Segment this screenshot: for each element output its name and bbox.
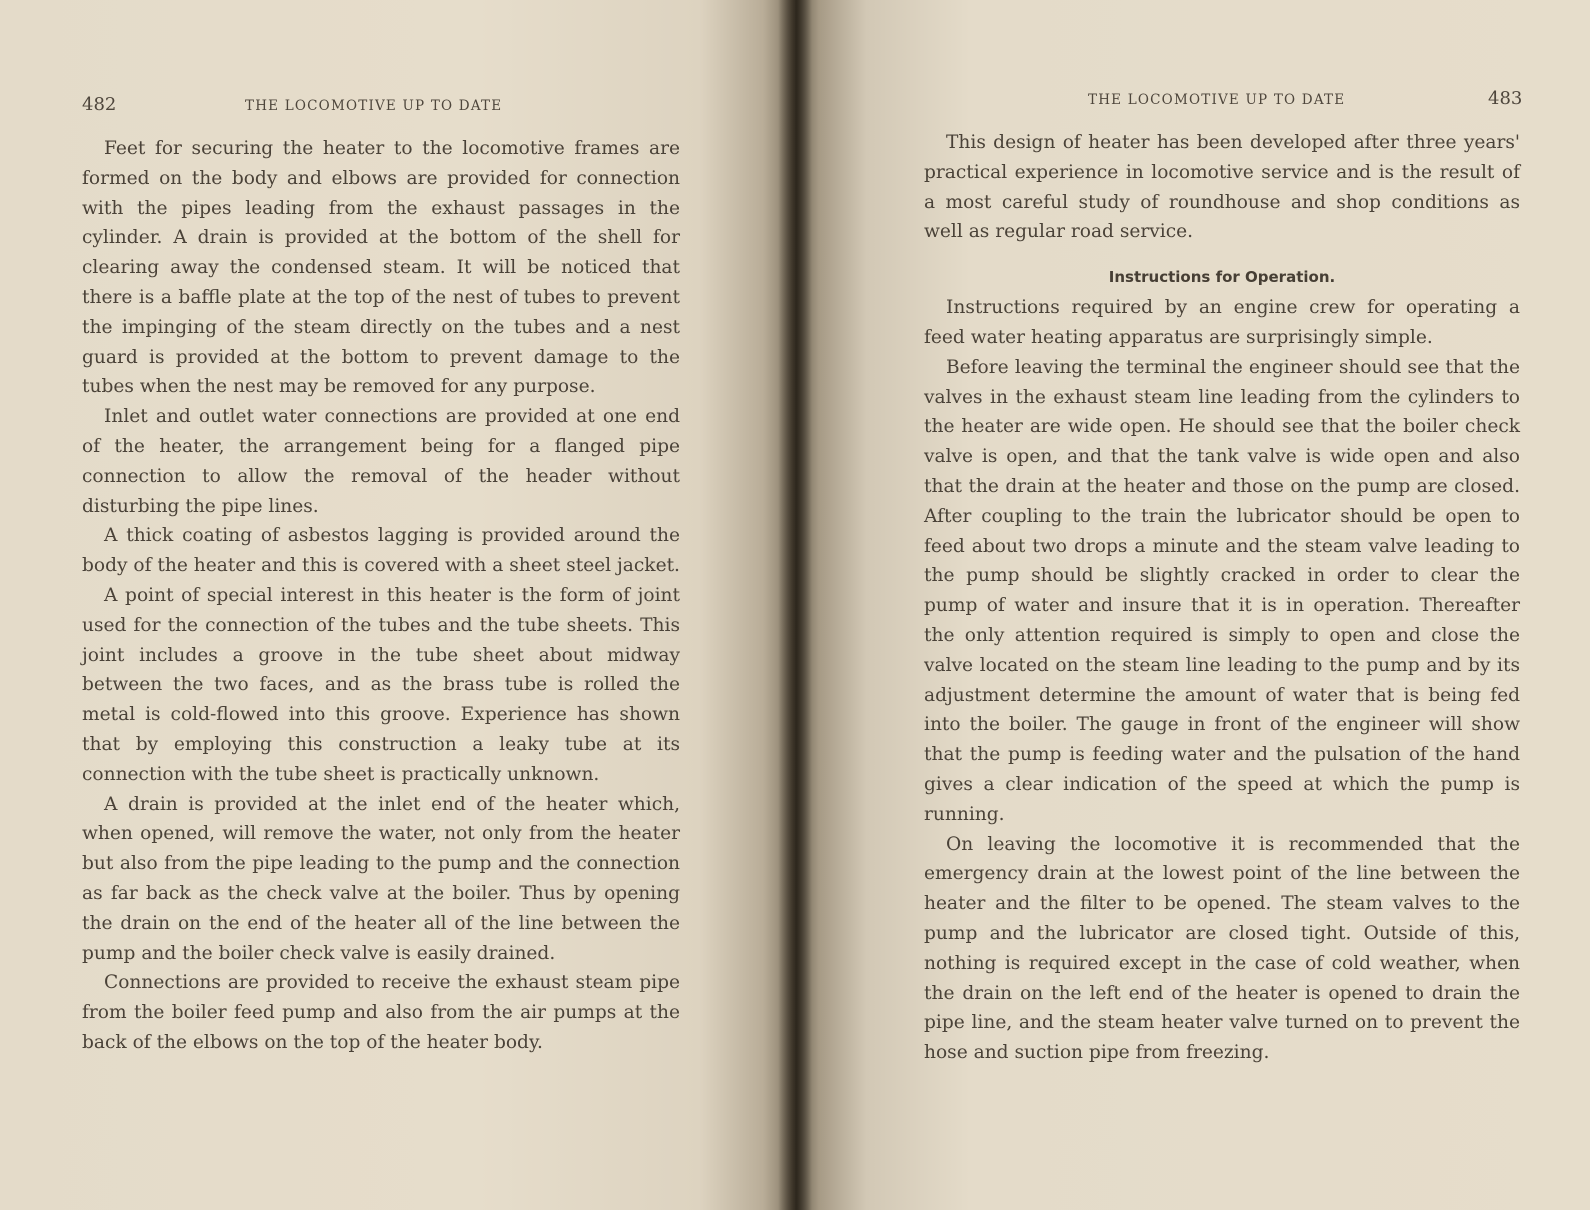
paragraph: On leaving the locomotive it is recommended that the emergency drain at the lowest point of the line between the heater and the filter to be opened. The steam valves to the pump and the lubricator are closed tight. Outside of this, nothing is required except in the case of cold weather, when the drain on the left end of the heater is opened to drain the pipe line, and the steam heater valve turned on to prevent the hose and suction pipe from freezing. bbox=[924, 833, 1520, 1064]
paragraph: A drain is provided at the inlet end of the heater which, when opened, will remove the water, not only from the heater but also from the pipe leading to the pump and the connection as far back as the check valve at the boiler. Thus by opening the drain on the end of the heater all of the line between the pump and the boiler check valve is easily drained. bbox=[82, 793, 680, 964]
right-page bbox=[795, 0, 1590, 1210]
running-head-left: THE LOCOMOTIVE UP TO DATE bbox=[245, 98, 503, 114]
left-page-body bbox=[82, 134, 680, 1058]
page-number-left: 482 bbox=[82, 94, 117, 115]
paragraph: Inlet and outlet water connections are provided at one end of the heater, the arrangement being for a flanged pipe connection to allow the removal of the header without disturbing the pipe lines. bbox=[82, 406, 680, 517]
paragraph: Instructions required by an engine crew for operating a feed water heating apparatus are surprisingly simple. bbox=[924, 297, 1520, 348]
intro-paragraph: This design of heater has been developed after three years' practical experience in locomotive service and is the result of a most careful study of roundhouse and shop conditions as well as regular road service. bbox=[924, 132, 1520, 243]
paragraph: A point of special interest in this heater is the form of joint used for the connection of the tubes and the tube sheets. This joint includes a groove in the tube sheet about midway between the two faces, and as the brass tube is rolled the metal is cold-flowed into this groove. Experience has shown that by employing this construction a leaky tube at its connection with the tube sheet is practically unknown. bbox=[82, 584, 680, 785]
paragraph: Feet for securing the heater to the locomotive frames are formed on the body and elbows are provided for connection with the pipes leading from the exhaust passages in the cylinder. A drain is provided at the bottom of the shell for clearing away the condensed steam. It will be noticed that there is a baffle plate at the top of the nest of tubes to prevent the impinging of the steam directly on the tubes and a nest guard is provided at the bottom to prevent damage to the tubes when the nest may be removed for any purpose. bbox=[82, 138, 680, 398]
section-heading: Instructions for Operation. bbox=[1108, 268, 1336, 287]
page-number-right: 483 bbox=[1488, 88, 1523, 109]
paragraph: Before leaving the terminal the engineer should see that the valves in the exhaust steam line leading from the cylinders to the heater are wide open. He should see that the boiler check valve is open, and that the tank valve is wide open and also that the drain at the heater and those on the pump are closed. After coupling to the train the lubricator should be open to feed about two drops a minute and the steam valve leading to the pump should be slightly cracked in order to clear the pump of water and insure that it is in operation. Thereafter the only attention required is simply to open and close the valve located on the steam line leading to the pump and by its adjustment determine the amount of water that is being fed into the boiler. The gauge in front of the engineer will show that the pump is feeding water and the pulsation of the hand gives a clear indication of the speed at which the pump is running. bbox=[924, 356, 1520, 825]
running-head-right: THE LOCOMOTIVE UP TO DATE bbox=[1088, 92, 1346, 108]
paragraph: A thick coating of asbestos lagging is provided around the body of the heater and this is covered with a sheet steel jacket. bbox=[82, 525, 680, 577]
paragraph: Connections are provided to receive the exhaust steam pipe from the boiler feed pump and also from the air pumps at the back of the elbows on the top of the heater body. bbox=[82, 972, 680, 1053]
right-page-body bbox=[924, 128, 1520, 1068]
book-gutter bbox=[778, 0, 812, 1210]
